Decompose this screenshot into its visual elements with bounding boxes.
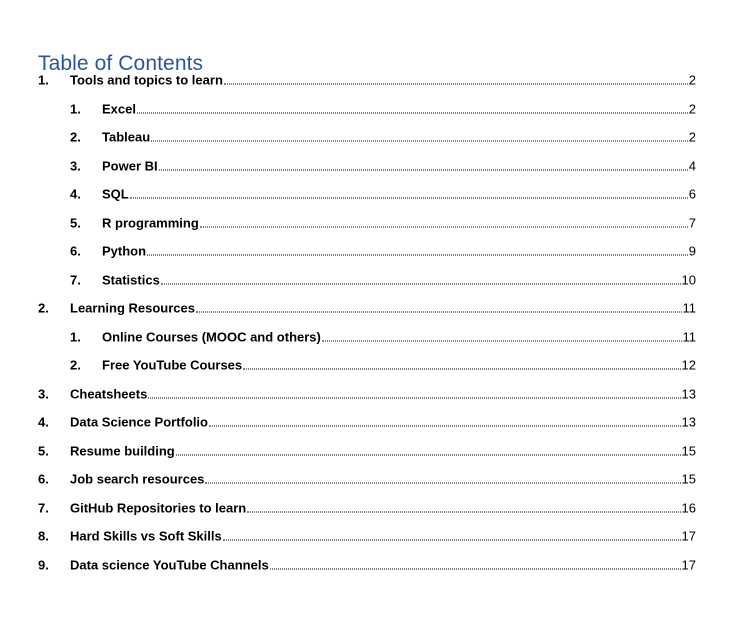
dot-leader	[224, 83, 688, 85]
toc-title: Table of Contents	[38, 52, 204, 76]
toc-entry-label[interactable]: Tableau	[102, 129, 151, 145]
toc-entry[interactable]	[0, 95, 739, 124]
toc-entry-page-number: 2	[688, 101, 696, 117]
dot-leader	[151, 140, 688, 142]
toc-entry-number: 8.	[38, 528, 49, 544]
toc-entry-line	[70, 557, 696, 572]
toc-entry-page-number: 4	[688, 158, 696, 174]
toc-entry-page-number: 15	[681, 443, 696, 459]
toc-entry-label[interactable]: Statistics	[102, 272, 160, 288]
toc-entry[interactable]	[0, 180, 739, 209]
toc-entry-label[interactable]: GitHub Repositories to learn	[70, 500, 247, 516]
toc-entry-number: 6.	[38, 471, 49, 487]
toc-entry-page-number: 2	[688, 129, 696, 145]
toc-entry-number: 2.	[38, 300, 49, 316]
toc-entry[interactable]	[0, 209, 739, 238]
toc-entry-label[interactable]: Data Science Portfolio	[70, 414, 208, 430]
toc-entry-number: 4.	[70, 186, 81, 202]
dot-leader	[148, 396, 680, 398]
toc-entry-page-number: 10	[681, 272, 696, 288]
toc-entry-page-number: 13	[681, 386, 696, 402]
toc-entry[interactable]	[0, 408, 739, 437]
toc-entry-label[interactable]: Learning Resources	[70, 300, 195, 316]
toc-entry[interactable]	[0, 123, 739, 152]
toc-entry[interactable]	[0, 152, 739, 181]
dot-leader	[200, 225, 688, 227]
dot-leader	[322, 339, 682, 341]
toc-entry-line	[102, 215, 696, 230]
toc-entry-line	[102, 101, 696, 116]
dot-leader	[243, 368, 680, 370]
toc-entry-page-number: 17	[681, 528, 696, 544]
dot-leader	[247, 510, 680, 512]
toc-entry[interactable]	[0, 66, 739, 95]
toc-entry-label[interactable]: Hard Skills vs Soft Skills	[70, 528, 222, 544]
toc-entry-line	[70, 500, 696, 515]
toc-entry[interactable]	[0, 551, 739, 580]
toc-entry-page-number: 2	[688, 72, 696, 88]
toc-entry-number: 5.	[70, 215, 81, 231]
toc-list	[0, 66, 739, 579]
dot-leader	[270, 567, 681, 569]
toc-entry-page-number: 13	[681, 414, 696, 430]
toc-entry-number: 7.	[70, 272, 81, 288]
toc-entry-page-number: 12	[681, 357, 696, 373]
toc-entry-label[interactable]: SQL	[102, 186, 129, 202]
toc-entry-line	[70, 73, 696, 88]
toc-entry-page-number: 15	[681, 471, 696, 487]
dot-leader	[223, 539, 681, 541]
toc-entry-line	[102, 329, 696, 344]
toc-entry-line	[102, 187, 696, 202]
toc-entry-number: 2.	[70, 357, 81, 373]
toc-entry-line	[102, 272, 696, 287]
toc-entry-number: 1.	[38, 72, 49, 88]
toc-entry-label[interactable]: Data science YouTube Channels	[70, 557, 269, 573]
toc-entry-number: 1.	[70, 329, 81, 345]
toc-entry-page-number: 6	[688, 186, 696, 202]
toc-entry[interactable]	[0, 294, 739, 323]
toc-entry-line	[70, 443, 696, 458]
toc-entry-line	[70, 529, 696, 544]
toc-entry-line	[70, 386, 696, 401]
toc-entry-line	[102, 358, 696, 373]
dot-leader	[130, 197, 688, 199]
dot-leader	[209, 425, 681, 427]
toc-entry[interactable]	[0, 266, 739, 295]
toc-entry[interactable]	[0, 465, 739, 494]
toc-entry-number: 1.	[70, 101, 81, 117]
toc-entry[interactable]	[0, 522, 739, 551]
dot-leader	[196, 311, 682, 313]
dot-leader	[176, 453, 681, 455]
toc-entry-line	[102, 158, 696, 173]
toc-entry-number: 9.	[38, 557, 49, 573]
toc-entry-label[interactable]: Power BI	[102, 158, 158, 174]
toc-entry-line	[102, 130, 696, 145]
toc-entry[interactable]	[0, 237, 739, 266]
dot-leader	[159, 168, 688, 170]
toc-entry[interactable]	[0, 494, 739, 523]
toc-entry-number: 2.	[70, 129, 81, 145]
toc-entry-label[interactable]: Tools and topics to learn	[70, 72, 223, 88]
dot-leader	[161, 282, 681, 284]
dot-leader	[137, 111, 688, 113]
toc-entry[interactable]	[0, 380, 739, 409]
toc-entry-number: 7.	[38, 500, 49, 516]
toc-entry-label[interactable]: Cheatsheets	[70, 386, 148, 402]
toc-entry-page-number: 11	[682, 300, 696, 316]
toc-entry-label[interactable]: Online Courses (MOOC and others)	[102, 329, 321, 345]
toc-entry-label[interactable]: R programming	[102, 215, 199, 231]
dot-leader	[205, 482, 680, 484]
toc-entry-page-number: 7	[688, 215, 696, 231]
toc-entry[interactable]	[0, 351, 739, 380]
toc-entry-number: 5.	[38, 443, 49, 459]
toc-entry-label[interactable]: Job search resources	[70, 471, 205, 487]
toc-entry-page-number: 9	[688, 243, 696, 259]
toc-entry-line	[70, 472, 696, 487]
toc-entry[interactable]	[0, 323, 739, 352]
toc-entry-label[interactable]: Free YouTube Courses	[102, 357, 243, 373]
toc-entry-page-number: 16	[681, 500, 696, 516]
toc-entry-label[interactable]: Excel	[102, 101, 136, 117]
toc-entry-page-number: 17	[681, 557, 696, 573]
toc-entry-page-number: 11	[682, 329, 696, 345]
toc-entry-line	[102, 244, 696, 259]
toc-entry-number: 4.	[38, 414, 49, 430]
toc-entry-number: 3.	[38, 386, 49, 402]
toc-entry[interactable]	[0, 437, 739, 466]
toc-entry-number: 3.	[70, 158, 81, 174]
dot-leader	[147, 254, 688, 256]
toc-entry-line	[70, 415, 696, 430]
toc-entry-line	[70, 301, 696, 316]
toc-entry-number: 6.	[70, 243, 81, 259]
toc-entry-label[interactable]: Python	[102, 243, 147, 259]
toc-entry-label[interactable]: Resume building	[70, 443, 175, 459]
